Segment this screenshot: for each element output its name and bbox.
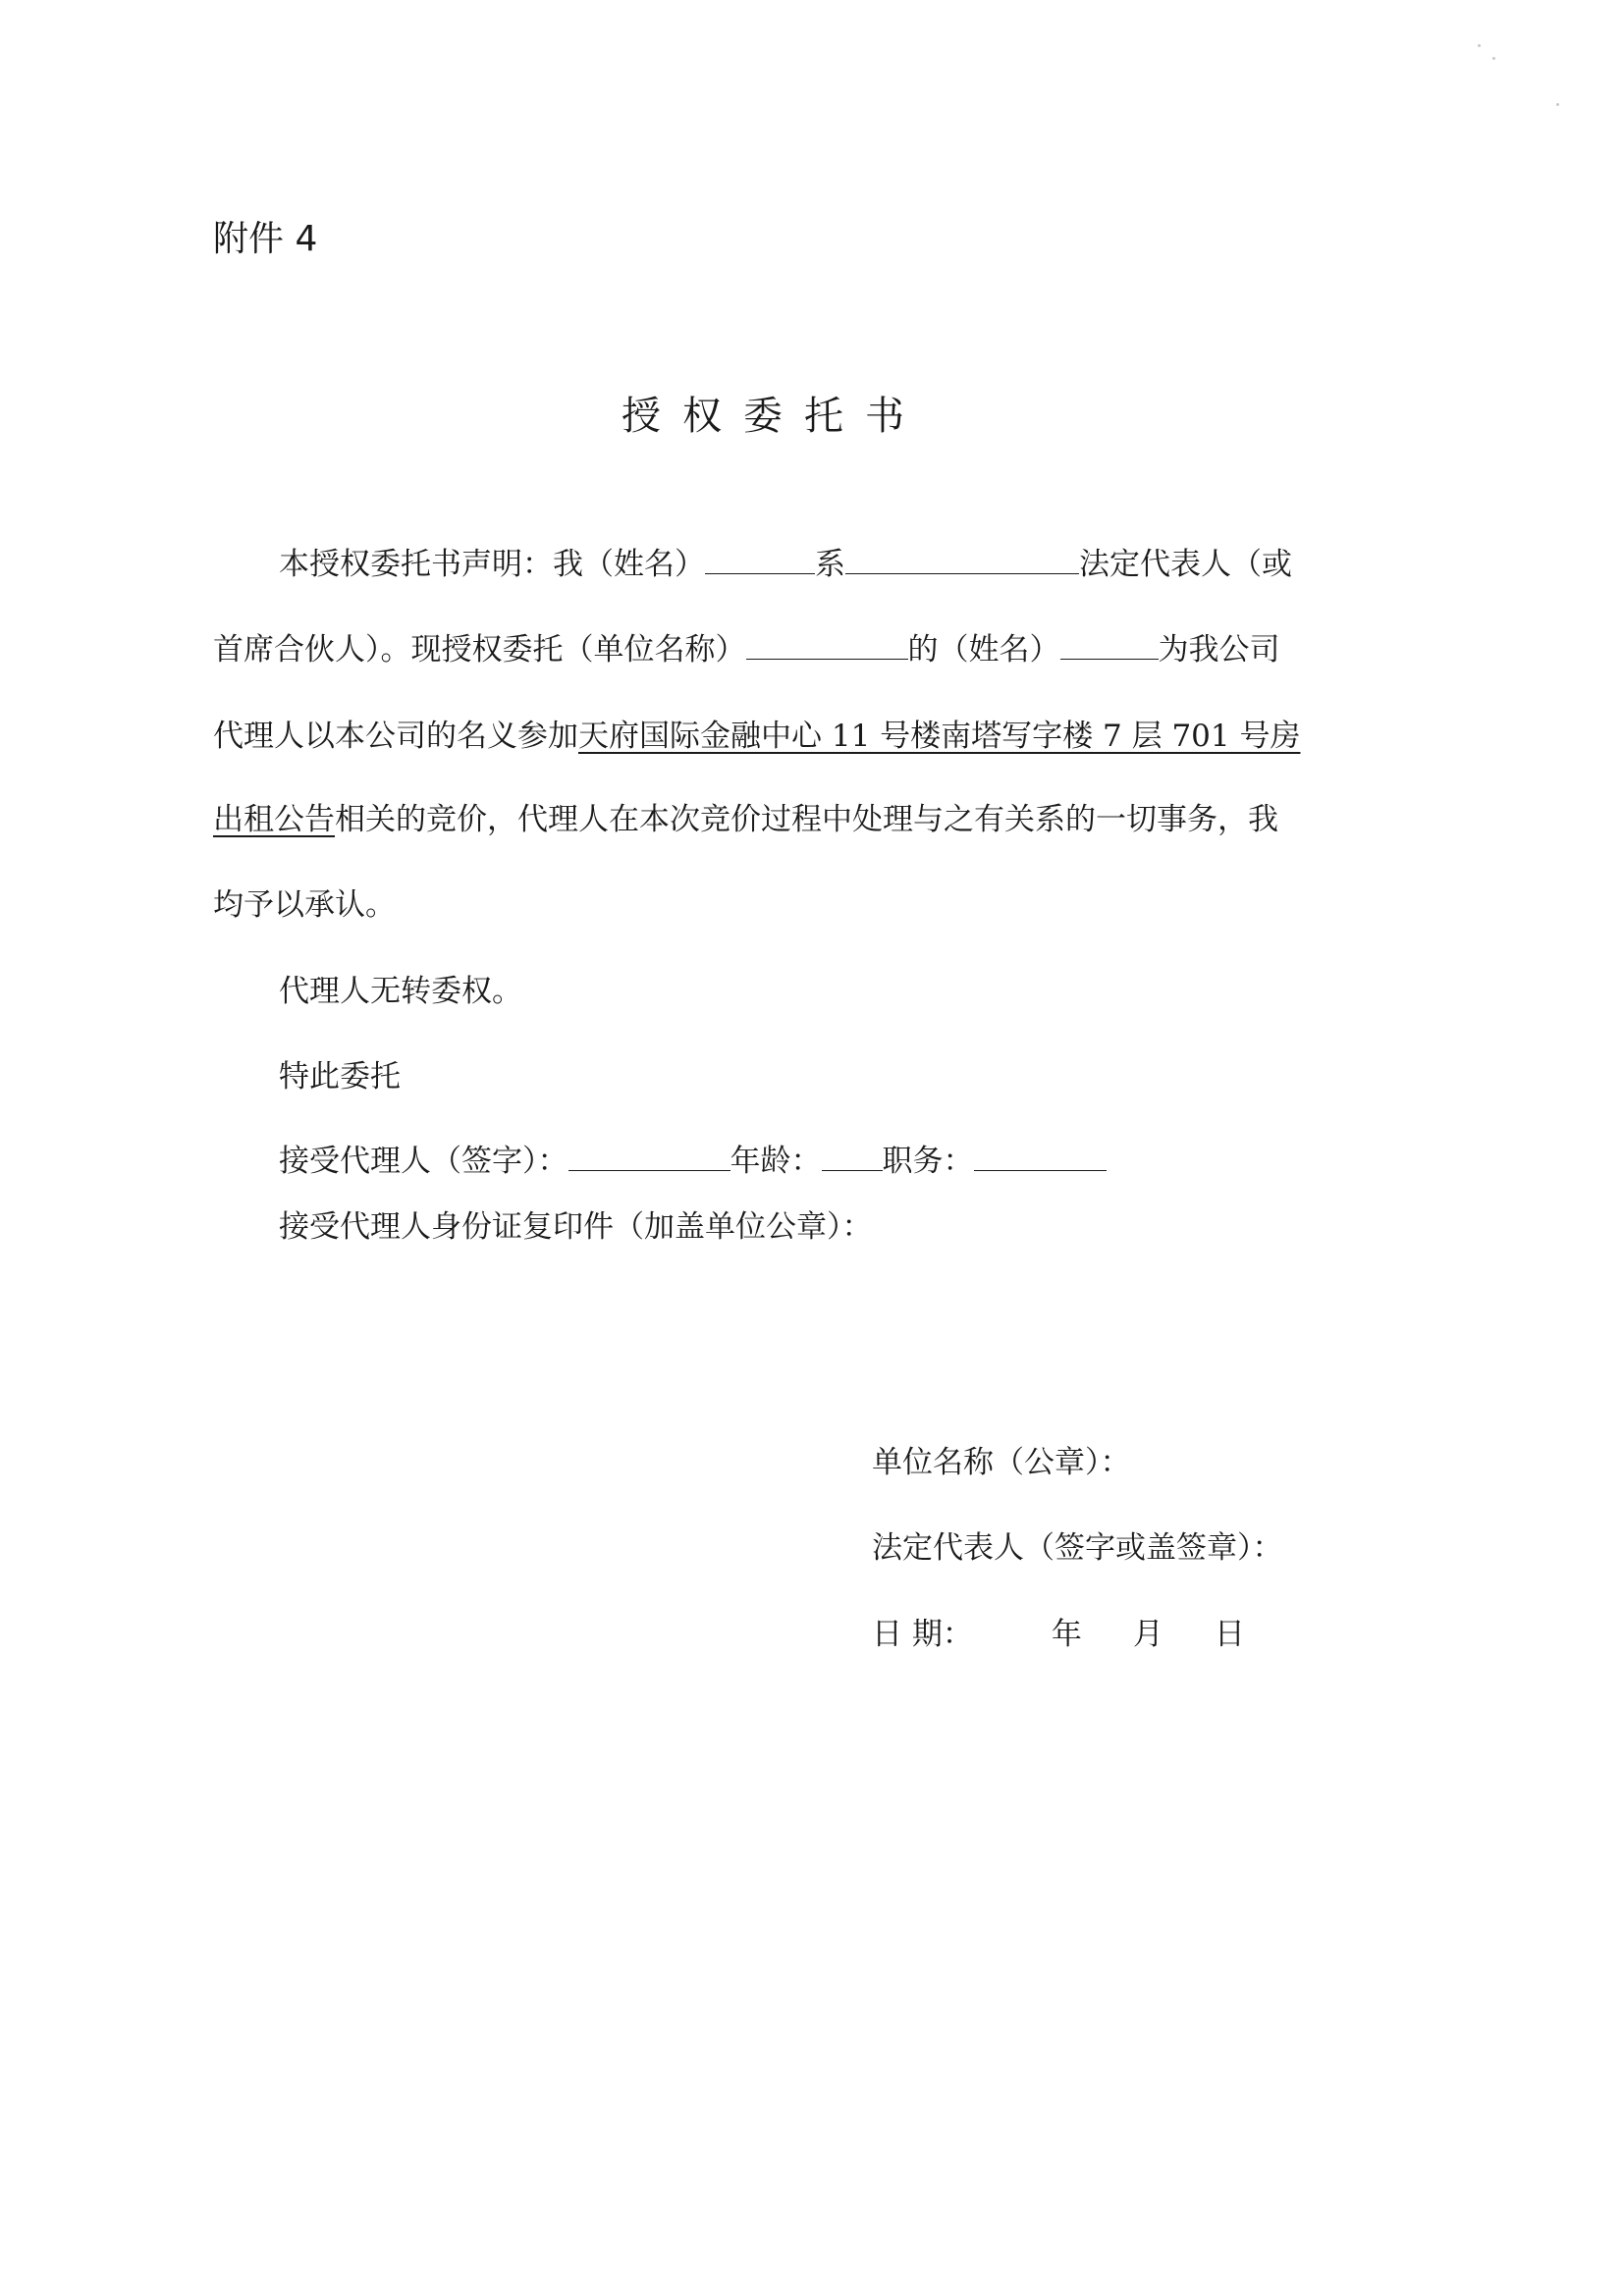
- rental-notice-text: 出租公告: [213, 802, 335, 837]
- scan-speck: [1556, 103, 1559, 106]
- unit-name-blank[interactable]: [746, 631, 908, 660]
- scan-speck: [1478, 44, 1481, 47]
- participate-text: 代理人以本公司的名义参加: [213, 719, 578, 754]
- month-label: 月: [1132, 1617, 1163, 1652]
- attachment-label: 附件 4: [213, 219, 318, 259]
- agent-name-blank[interactable]: [1060, 631, 1159, 660]
- agent-name-text: 的（姓名）: [907, 632, 1060, 667]
- date-line: [872, 1615, 1245, 1654]
- declaration-text: 本授权委托书声明：我（姓名）: [279, 547, 705, 582]
- affiliation-text: 系: [815, 547, 845, 582]
- legal-rep-text: 法定代表人（或: [1079, 547, 1292, 582]
- company-name-blank[interactable]: [845, 546, 1079, 574]
- hereby-entrust-text: 特此委托: [279, 1059, 401, 1095]
- date-label: 日 期：: [872, 1617, 973, 1652]
- project-name-text: 天府国际金融中心 11 号楼南塔写字楼 7 层 701 号房: [578, 719, 1301, 754]
- year-label: 年: [1051, 1617, 1082, 1652]
- statement-line-3: [213, 717, 1300, 756]
- statement-line-1: [279, 545, 1292, 584]
- statement-line-5: 均予以承认。: [213, 887, 396, 923]
- scan-speck: [1492, 57, 1495, 60]
- agent-sign-label: 接受代理人（签字）：: [279, 1144, 568, 1179]
- agent-signature-blank[interactable]: [568, 1143, 730, 1171]
- our-company-text: 为我公司: [1158, 632, 1280, 667]
- bidding-scope-text: 相关的竞价，代理人在本次竞价过程中处理与之有关系的一切事务，我: [335, 802, 1278, 837]
- age-blank[interactable]: [822, 1143, 883, 1171]
- agent-id-copy-label: 接受代理人身份证复印件（加盖单位公章）：: [279, 1209, 873, 1245]
- position-blank[interactable]: [974, 1143, 1107, 1171]
- day-label: 日: [1214, 1617, 1245, 1652]
- no-subdelegation-text: 代理人无转委权。: [279, 974, 522, 1009]
- age-label: 年龄：: [730, 1144, 822, 1179]
- agent-signature-line: [279, 1142, 1107, 1181]
- statement-line-2: [213, 630, 1280, 669]
- position-label: 职务：: [882, 1144, 974, 1179]
- legal-rep-signature-label: 法定代表人（签字或盖签章）：: [872, 1530, 1283, 1566]
- unit-seal-label: 单位名称（公章）：: [872, 1445, 1131, 1480]
- statement-line-4: [213, 800, 1278, 839]
- declarant-name-blank[interactable]: [705, 546, 815, 574]
- document-title: 授权委托书: [622, 394, 926, 439]
- authorize-unit-text: 首席合伙人）。现授权委托（单位名称）: [213, 632, 746, 667]
